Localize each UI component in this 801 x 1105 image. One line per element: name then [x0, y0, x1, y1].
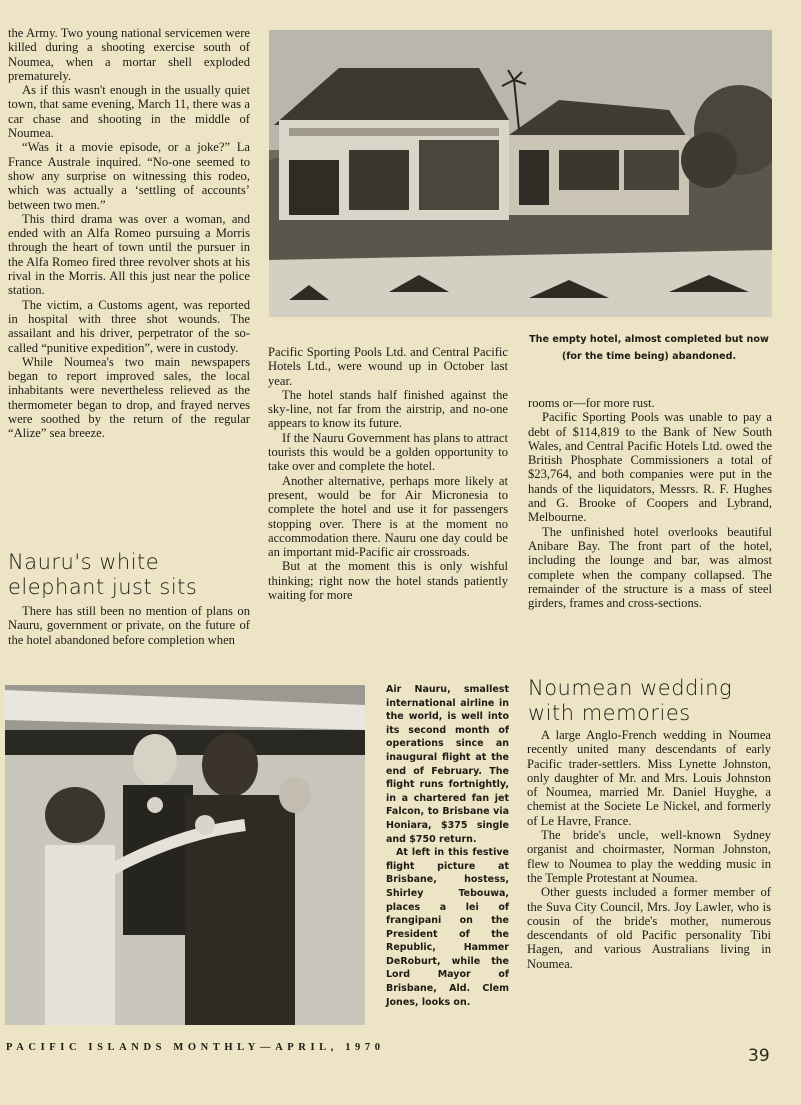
paragraph: The victim, a Customs agent, was reported in hospital with three shot wounds. The assailant and his driver, perpetrator of the so-called “punitive expedition”, were in custody. — [8, 297, 250, 355]
paragraph: Pacific Sporting Pools was unable to pay a debt of $114,819 to the Bank of New South Wales, and Central Pacific Hotels Ltd. owed the British Phosphate Commissioners a total of $23,764, and both companies were put in the hands of the liquidators, Messrs. R. F. Hughes and G. Brooke of Coopers and Lybrand, Melbourne. — [528, 410, 772, 525]
air-nauru-photo — [5, 685, 365, 1025]
paragraph: This third drama was over a woman, and ended with an Alfa Romeo pursuing a Morris through the heart of town until the pursuer in the Alfa Romeo fired three revolver shots at his rival in the Morris. All this just near the police station. — [8, 211, 250, 298]
running-footer: PACIFIC ISLANDS MONTHLY—APRIL, 1970 — [6, 1042, 385, 1053]
paragraph: If the Nauru Government has plans to attract tourists this would be a golden opportunity to take over and complete the hotel. — [268, 430, 508, 474]
hotel-illustration — [269, 30, 772, 317]
paragraph: A large Anglo-French wedding in Noumea recently united many descendants of early Pacific trader-settlers. Miss Lynette Johnston, only daughter of Mr. and Mrs. Louis Johnston of Noumea, married Mr. Daniel Huyghe, a chemist at the Societe Le Nickel, and formerly of Le Havre, France. — [527, 728, 771, 828]
air-nauru-illustration — [5, 685, 365, 1025]
nauru-story-column-2 — [268, 345, 508, 602]
noumea-story-column — [8, 26, 250, 441]
wedding-story-column — [527, 728, 771, 971]
paragraph: Another alternative, perhaps more likely at present, would be for Air Micronesia to complete the hotel and use it for passengers stopping over. There is at the moment no accommodation there. Nauru one day could be an important mid-Pacific air crossroads. — [268, 473, 508, 560]
nauru-story-column — [8, 604, 250, 647]
paragraph: The hotel stands half finished against the sky-line, not far from the airstrip, and no-one appears to know its future. — [268, 387, 508, 431]
paragraph: But at the moment this is only wishful thinking; right now the hotel stands patiently waiting for more — [268, 559, 508, 603]
paragraph: the Army. Two young national servicemen were killed during a shooting exercise south of Noumea, when a mortar shell exploded prematurely. — [8, 26, 250, 83]
hotel-photo — [269, 30, 772, 317]
nauru-story-column-3 — [528, 396, 772, 610]
paragraph: Other guests included a former member of the Suva City Council, Mrs. Joy Lawler, who is cousin of the bride's mother, numerous descendants of old Pacific personality Tibi Hagen, and various Australians living in Noumea. — [527, 885, 771, 971]
air-nauru-caption — [386, 683, 509, 1009]
paragraph: As if this wasn't enough in the usually quiet town, that same evening, March 11, there was a car chase and shooting in the middle of Noumea. — [8, 83, 250, 141]
paragraph: “Was it a movie episode, or a joke?” La France Australe inquired. “No-one seemed to show any surprise on witnessing this rodeo, which was actually a ‘settling of accounts’ between two men.” — [8, 140, 250, 212]
paragraph: There has still been no mention of plans on Nauru, government or private, on the future of the hotel abandoned before completion when — [8, 604, 250, 647]
hotel-photo-caption: The empty hotel, almost completed but now (for the time being) abandoned. — [529, 334, 769, 362]
paragraph: While Noumea's two main newspapers began to report improved sales, the local inhabitants were nevertheless relieved as the thermometer began to drop, and frayed nerves were soothed by the return of the regular “Alize” sea breeze. — [8, 354, 250, 441]
paragraph: Pacific Sporting Pools Ltd. and Central Pacific Hotels Ltd., were wound up in October last year. — [268, 345, 508, 388]
paragraph: The bride's uncle, well-known Sydney organist and choirmaster, Norman Johnston, flew to Noumea to play the wedding music in the Temple Protestant at Noumea. — [527, 828, 771, 885]
wedding-headline: Noumean wedding with memories — [528, 676, 733, 725]
page-number: 39 — [748, 1046, 770, 1066]
caption-paragraph: Air Nauru, smallest international airline in the world, is well into its second month of operations since an inaugural flight at the end of February. The flight runs fortnightly, in a chartered fan jet Falcon, to Brisbane via Honiara, $375 single and $750 return. — [386, 684, 509, 845]
caption-paragraph: At left in this festive flight picture at Brisbane, hostess, Shirley Tebouwa, places a lei of frangipani on the President of the Republic, Hammer DeRoburt, while the Lord Mayor of Brisbane, Ald. Clem Jones, looks on. — [386, 847, 509, 1008]
nauru-headline: Nauru's white elephant just sits — [8, 550, 198, 599]
paragraph: The unfinished hotel overlooks beautiful Anibare Bay. The front part of the hotel, including the lounge and bar, was almost complete when the company collapsed. The remainder of the structure is a mass of steel girders, frames and cross-sections. — [528, 524, 772, 611]
paragraph: rooms or—for more rust. — [528, 396, 655, 410]
